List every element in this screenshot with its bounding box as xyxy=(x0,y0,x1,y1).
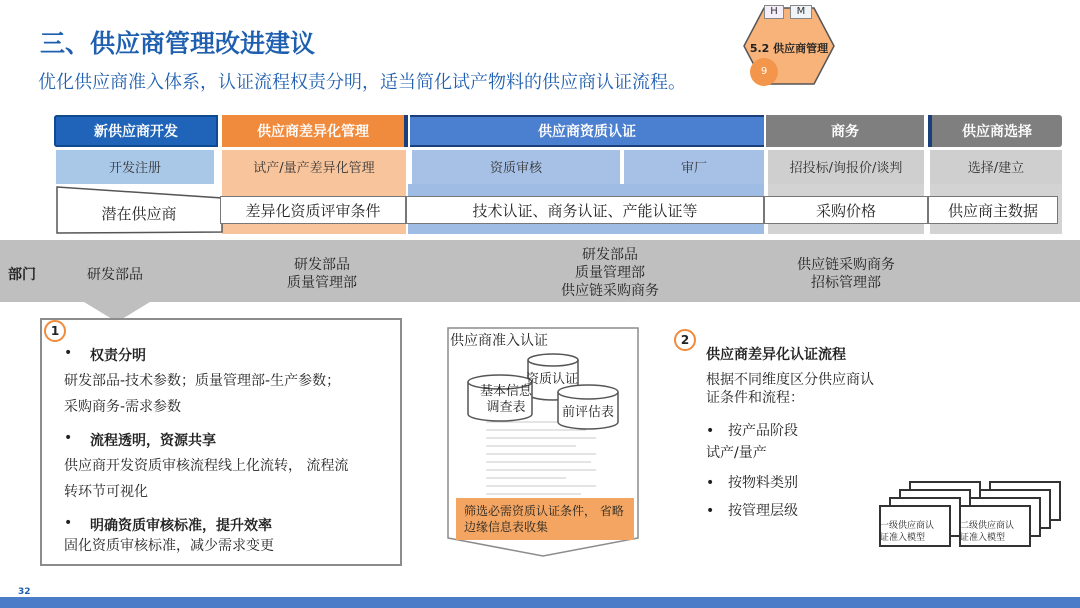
cyl-line: 基本信息 xyxy=(479,384,532,399)
subphase-diff: 试产/量产差异化管理 xyxy=(222,150,406,184)
department-col-3 xyxy=(540,246,680,300)
cylinder-label-pre-eval: 前评估表 xyxy=(562,405,615,420)
hex-tag-m: M xyxy=(790,5,812,19)
page-subtitle: 优化供应商准入体系，认证流程权责分明，适当简化试产物料的供应商认证流程。 xyxy=(38,72,686,93)
bullet-icon: • xyxy=(64,515,73,531)
cylinder-label-qualification: 资质认证 xyxy=(526,372,579,387)
dept-line: 质量管理部 xyxy=(575,265,645,281)
right-bullet-2 xyxy=(706,472,798,492)
right-bullet-1 xyxy=(706,420,798,440)
item3-title: 明确资质审核标准，提升效率 xyxy=(90,518,272,534)
footer-bar xyxy=(0,597,1080,608)
hex-label: 5.2 供应商管理 xyxy=(749,42,829,55)
cyl-line: 调查表 xyxy=(486,400,526,415)
number-badge-1: 1 xyxy=(44,320,66,342)
dept-line: 研发部品 xyxy=(87,267,143,283)
item1-title: 权责分明 xyxy=(90,348,146,364)
bullet-icon: • xyxy=(64,345,73,361)
model-label-level1: 一级供应商认证准入模型 xyxy=(880,521,935,543)
bullet-icon: • xyxy=(706,423,715,439)
subphase-audit: 审厂 xyxy=(624,150,764,184)
bullet-icon: • xyxy=(706,475,715,491)
dept-line: 质量管理部 xyxy=(287,275,357,291)
model-label-level2: 二级供应商认证准入模型 xyxy=(960,521,1015,543)
subphase-qual-review: 资质审核 xyxy=(412,150,620,184)
dept-line: 招标管理部 xyxy=(811,275,881,291)
subphase-register: 开发注册 xyxy=(56,150,214,184)
phase-diff-management: 供应商差异化管理 xyxy=(222,115,408,147)
card-title: 供应商准入认证 xyxy=(450,333,548,349)
number-badge-2: 2 xyxy=(674,329,696,351)
phase-qualification: 供应商资质认证 xyxy=(410,115,764,147)
page-number: 32 xyxy=(18,587,31,597)
right-bullet-3 xyxy=(706,500,798,520)
subphase-bidding: 招投标/询报价/谈判 xyxy=(768,150,924,184)
phase-selection: 供应商选择 xyxy=(928,115,1062,147)
hex-number-badge: 9 xyxy=(750,58,778,86)
right-bullet-1-sub: 试产/量产 xyxy=(706,445,767,461)
phase-business: 商务 xyxy=(766,115,924,147)
subphase-select: 选择/建立 xyxy=(930,150,1062,184)
dept-line: 研发部品 xyxy=(582,247,638,263)
item2-title: 流程透明，资源共享 xyxy=(90,433,216,449)
item3-line: 固化资质审核标准，减少需求变更 xyxy=(64,538,274,554)
output-purchase-price: 采购价格 xyxy=(764,196,928,224)
item1-line: 采购商务-需求参数 xyxy=(64,399,182,415)
bullet-icon: • xyxy=(64,430,73,446)
page-title: 三、供应商管理改进建议 xyxy=(40,29,316,58)
output-supplier-master: 供应商主数据 xyxy=(928,196,1058,224)
right-bullet-2-text: 按物料类别 xyxy=(728,475,798,491)
item1-line: 研发部品-技术参数；质量管理部-生产参数； xyxy=(64,373,341,389)
hex-tag-h: H xyxy=(764,5,784,19)
department-col-4 xyxy=(780,256,912,292)
item2-line: 供应商开发资质审核流程线上化流转， 流程流 xyxy=(64,458,349,474)
filter-note: 筛选必需资质认证条件， 省略边缘信息表收集 xyxy=(456,498,634,540)
bullet-icon: • xyxy=(706,503,715,519)
phase-new-supplier-dev: 新供应商开发 xyxy=(54,115,218,147)
dept-line: 供应链采购商务 xyxy=(797,257,895,273)
output-certifications: 技术认证、商务认证、产能认证等 xyxy=(406,196,764,224)
cylinder-label-basic-info xyxy=(474,384,538,416)
dept-line: 供应链采购商务 xyxy=(561,283,659,299)
output-diff-criteria: 差异化资质评审条件 xyxy=(220,196,406,224)
department-label: 部门 xyxy=(8,267,36,283)
department-col-2 xyxy=(262,256,382,292)
right-title: 供应商差异化认证流程 xyxy=(706,347,846,363)
item2-line: 转环节可视化 xyxy=(64,484,148,500)
dept-line: 研发部品 xyxy=(294,257,350,273)
department-col-1 xyxy=(72,266,158,284)
right-desc: 根据不同维度区分供应商认证条件和流程： xyxy=(706,372,874,406)
right-bullet-1-text: 按产品阶段 xyxy=(728,423,798,439)
right-bullet-3-text: 按管理层级 xyxy=(728,503,798,519)
output-potential-supplier: 潜在供应商 xyxy=(101,204,177,223)
